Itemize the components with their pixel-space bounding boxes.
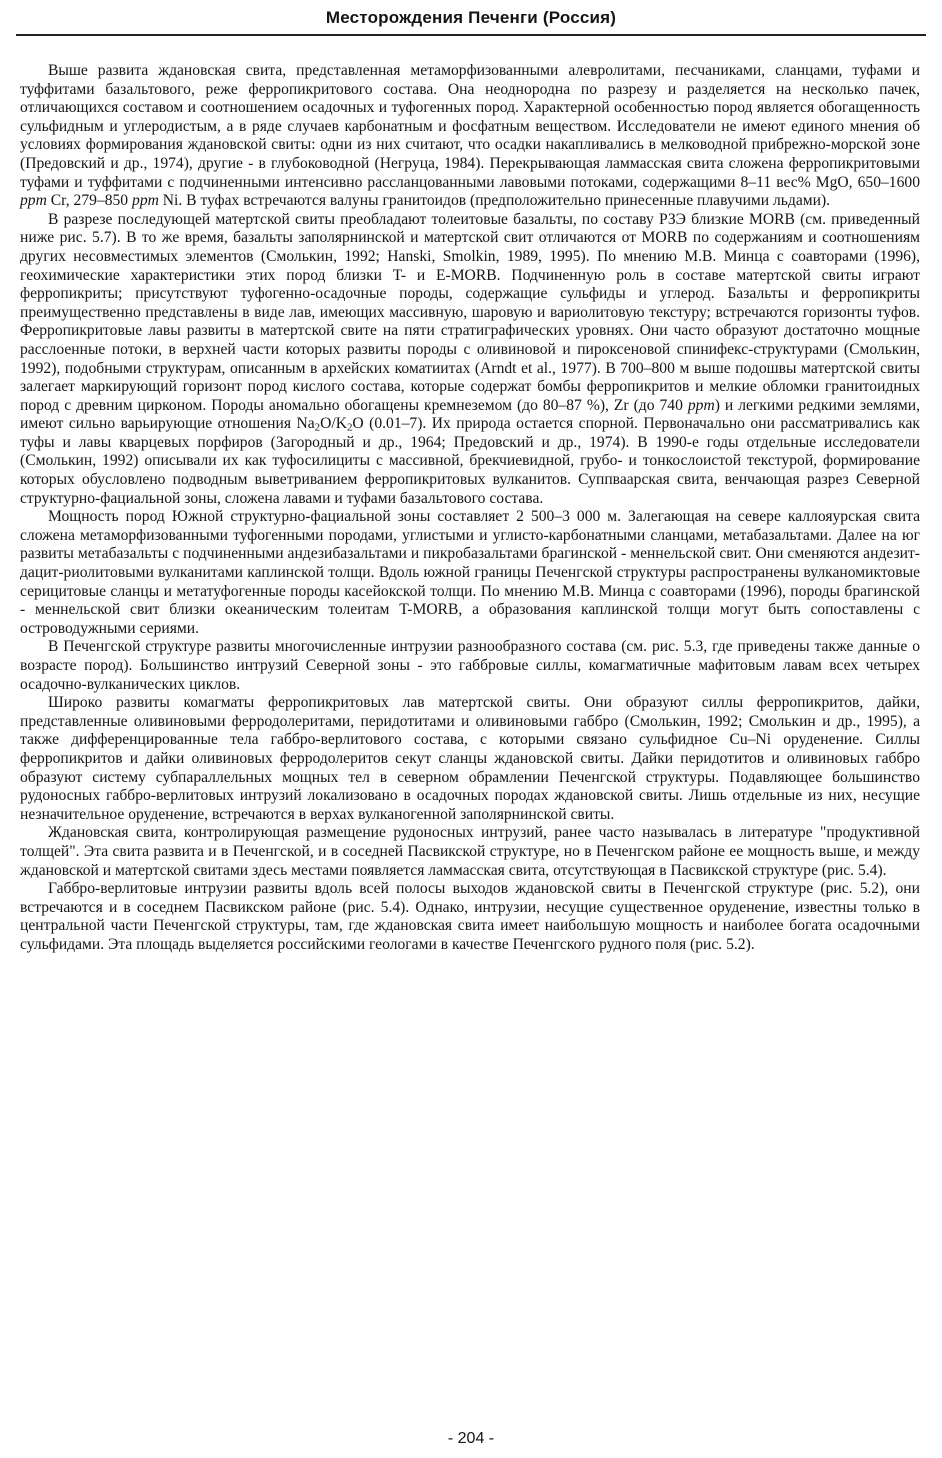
page-header	[16, 4, 926, 36]
text-run: В Печенгской структуре развиты многочисленные интрузии разнообразного состава (см. рис. 5.3, где приведены также данные о возрасте пород). Большинство интрузий Северной зоны - это габбровые силлы, комагматичные мафитовым лавам всех четырех осадочно-вулканических циклов.	[20, 638, 920, 693]
text-run: O (0.01–7). Их природа остается спорной. Первоначально они рассматривались как туфы и лавы кварцевых порфиров (Загородный и др., 1964; Предовский и др., 1974). В 1990-е годы отдельные исследователи (Смолькин, 1992) описывали их как туфосилициты с массивной, брекчиевидной, грубо- и тонкослоистой текстурой, формирование которых обусловлено подводным выветриванием ферропикритовых вулканитов. Суппваарская свита, венчающая разрез Северной структурно-фациальной зоны, сложена лавами и туфами базальтового состава.	[20, 415, 920, 507]
text-run: В разрезе последующей матертской свиты преобладают толеитовые базальты, по составу РЗЭ близкие MORB (см. приведенный ниже рис. 5.7). В то же время, базальты заполярнинской и матертской свит отличаются от MORB по содержаниям и соотношениям других несовместимых элементов (Смолькин, 1992; Hanski, Smolkin, 1989, 1995). По мнению М.В. Минца с соавторами (1996), геохимические характеристики этих пород близки T- и E-MORB. Подчиненную роль в составе матертской свиты играют ферропикриты; присутствуют туфогенно-осадочные породы, содержащие сульфиды и углерод. Базальты и ферропикриты преимущественно представлены в виде лав, имеющих массивную, шаровую и вариолитовую текстуру; встречаются горизонты туфов. Ферропикритовые лавы развиты в матертской свите на пяти стратиграфических уровнях. Они часто образуют достаточно мощные расслоенные потоки, в верхней части которых развиты породы с оливиновой и пироксеновой спинифекс-структурами (Смолькин, 1992), подобными структурам, описанным в архейских коматиитах (Arndt et al., 1977). В 700–800 м выше подошвы матертской свиты залегает маркирующий горизонт пород кислого состава, которые содержат бомбы ферропикритов и мелкие обломки гранитоидных пород с древним цирконом. Породы аномально обогащены кремнеземом (до 80–87 %), Zr (до 740	[20, 210, 920, 414]
text-run: Cr, 279–850	[46, 192, 133, 210]
subscript: 2	[346, 422, 353, 434]
page-number: - 204 -	[447, 1430, 495, 1447]
text-run: Габбро-верлитовые интрузии развиты вдоль всей полосы выходов ждановской свиты в Печенгской структуре (рис. 5.2), они встречаются и в соседнем Пасвикском районе (рис. 5.4). Однако, интрузии, несущие существенное оруденение, известны только в центральной части Печенгской структуры, там, где ждановская свита имеет наибольшую мощность и наиболее богата осадочными сульфидами. Эта площадь выделяется российскими геологами в качестве Печенгского рудного поля (рис. 5.2).	[20, 880, 920, 953]
body-text	[20, 62, 920, 955]
paragraph-5	[20, 694, 920, 824]
subscript: 2	[314, 422, 321, 434]
text-run: Широко развиты комагматы ферропикритовых лав матертской свиты. Они образуют силлы ферропикритов, дайки, представленные оливиновыми ферродолеритами, перидотитами и оливиновыми габбро (Смолькин, 1992; Смолькин и др., 1995), а также дифференцированные тела габбро-верлитового состава, с которыми связано сульфидное Cu–Ni оруденение. Силлы ферропикритов и дайки оливиновых ферродолеритов секут сланцы ждановской свиты. Дайки перидотитов и оливиновых габбро образуют систему субпараллельных мощных тел в северном обрамлении Печенгской структуры. Подавляющее большинство рудоносных габбро-верлитовых интрузий локализовано в осадочных породах ждановской свиты. Лишь отдельные из них, несущие незначительное оруденение, встречаются в верхах вулканогенной заполярнинской свиты.	[20, 694, 920, 823]
italic-unit: ppm	[687, 396, 715, 414]
italic-unit: ppm	[132, 192, 159, 210]
italic-unit: ppm	[20, 192, 47, 210]
text-run: Мощность пород Южной структурно-фациальной зоны составляет 2 500–3 000 м. Залегающая на севере каллояурская свита сложена метаморфизованными туфогенными породами, углистыми и углисто-карбонатными сланцами, метабазальтами. Далее на юг развиты метабазальты с подчиненными андезибазальтами и пикробазальтами брагинской - меннельской свит. Они сменяются андезит-дацит-риолитовыми вулканитами каплинской толщи. Вдоль южной границы Печенгской структуры распространены вулканомиктовые серицитовые сланцы и метатуфогенные породы касейокской толщи. По мнению М.В. Минца с соавторами (1996), породы брагинской - меннельской свит близки океаническим толеитам T-MORB, а образования каплинской толщи могут быть сопоставлены с островодужными сериями.	[20, 508, 920, 637]
running-title: Месторождения Печенги (Россия)	[325, 8, 617, 27]
text-run: O/K	[320, 415, 347, 433]
paragraph-2	[20, 211, 920, 509]
paragraph-6	[20, 824, 920, 880]
paragraph-7	[20, 880, 920, 954]
text-run: ) и легкими редкими землями, имеют сильно варьирующие отношения Na	[20, 396, 920, 433]
text-run: Ni. В туфах встречаются валуны гранитоидов (предположительно принесенные плавучими льдами).	[158, 192, 831, 210]
text-run: Ждановская свита, контролирующая размещение рудоносных интрузий, ранее часто называлась в литературе "продуктивной толщей". Эта свита развита и в Печенгской, и в соседней Пасвикской структуре, но в Печенгском районе ее мощность выше, и между ждановской и матертской свитами здесь местами появляется ламмасская свита, отсутствующая в Пасвикской структуре (рис. 5.4).	[20, 824, 920, 879]
text-run: Выше развита ждановская свита, представленная метаморфизованными алевролитами, песчаниками, сланцами, туфами и туффитами базальтового, реже ферропикритового состава. Она неоднородна по разрезу и разделяется на несколько пачек, отличающихся составом и соотношением осадочных и туфогенных пород. Характерной особенностью пород является обогащенность сульфидным и углеродистым, а в ряде случаев карбонатным и фосфатным веществом. Исследователи не имеют единого мнения об условиях формирования ждановской свиты: одни из них считают, что осадки накапливались в мелководной прибрежно-морской зоне (Предовский и др., 1974), другие - в глубоководной (Негруца, 1984). Перекрывающая ламмасская свита сложена ферропикритовыми туфами и туффитами с подчиненными интенсивно рассланцованными лавовыми потоками, содержащими 8–11 вес% MgO, 650–1600	[20, 62, 920, 191]
paragraph-1	[20, 62, 920, 211]
paragraph-4	[20, 638, 920, 694]
paragraph-3	[20, 508, 920, 638]
